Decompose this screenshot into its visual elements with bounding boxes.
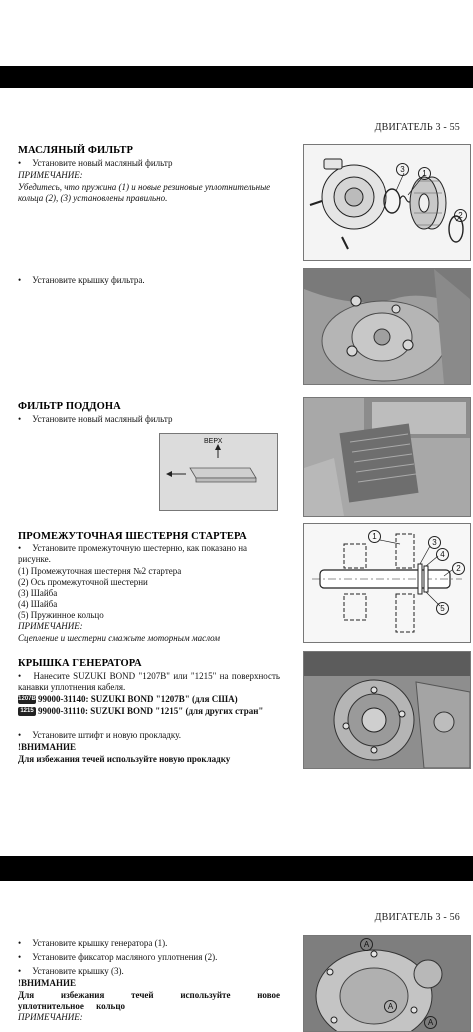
callout-3: 3 [428, 536, 441, 549]
section-title-oil-filter: МАСЛЯНЫЙ ФИЛЬТР [18, 145, 134, 156]
sump-filter-diagram [159, 433, 278, 511]
page2-bullet-1 [18, 938, 288, 949]
oil-filter-bullet [18, 158, 293, 169]
generator-photo [303, 651, 471, 769]
page-header-2: ДВИГАТЕЛЬ 3 - 56 [374, 912, 460, 923]
oil-filter-note-label: ПРИМЕЧАНИЕ: [18, 170, 83, 180]
starter-gear-diagram [303, 523, 471, 643]
page2-bullet-2-text: Установите фиксатор масляного уплотнения (2). [32, 952, 218, 962]
page2-bullet-1-text: Установите крышку генератора (1). [32, 938, 168, 948]
filter-cover-photo [303, 268, 471, 385]
section-title-starter-gear: ПРОМЕЖУТОЧНАЯ ШЕСТЕРНЯ СТАРТЕРА [18, 531, 247, 542]
starter-gear-item-1: (1) Промежуточная шестерня №2 стартера [18, 566, 182, 576]
generator-bullet-1-text: Нанесите SUZUKI BOND "1207B" или "1215" на поверхность канавки уплотнения кабеля. [18, 671, 281, 692]
bond-1207b-line [18, 694, 280, 705]
oil-filter-diagram [303, 144, 471, 261]
starter-gear-bullet [18, 543, 280, 565]
bond-tube-icon: 1207B [18, 696, 36, 703]
page2-bullet-3 [18, 966, 288, 977]
callout-1: 1 [418, 167, 431, 180]
generator-bullet-2-text: Установите штифт и новую прокладку. [32, 730, 181, 740]
starter-gear-note-text: Сцепление и шестерни смажьте моторным маслом [18, 633, 220, 643]
section-title-sump-filter: ФИЛЬТР ПОДДОНА [18, 401, 121, 412]
callout-3: 3 [396, 163, 409, 176]
page2-bullet-2 [18, 952, 288, 963]
generator-warning-label: !ВНИМАНИЕ [18, 742, 76, 752]
filter-cover-bullet [18, 275, 293, 286]
bond-1215-text: 99000-31110: SUZUKI BOND "1215" (для других стран" [38, 706, 264, 716]
sump-filter-bullet [18, 414, 293, 425]
callout-2: 2 [452, 562, 465, 575]
sump-filter-bullet-text: Установите новый масляный фильтр [32, 414, 173, 424]
page2-warning-label: !ВНИМАНИЕ [18, 978, 76, 988]
starter-gear-item-2: (2) Ось промежуточной шестерни [18, 577, 148, 587]
page2-bullet-3-text: Установите крышку (3). [32, 966, 124, 976]
callout-a: A [360, 938, 373, 951]
generator-warning-text: Для избежания течей используйте новую прокладку [18, 754, 231, 764]
sump-filter-photo [303, 397, 471, 517]
starter-gear-item-4: (4) Шайба [18, 599, 58, 609]
oil-filter-bullet-text: Установите новый масляный фильтр [32, 158, 173, 168]
starter-gear-note-label: ПРИМЕЧАНИЕ: [18, 621, 83, 631]
filter-cover-bullet-text: Установите крышку фильтра. [32, 275, 145, 285]
bond-tube-icon: 1215 [18, 707, 36, 716]
callout-2: 2 [454, 209, 467, 222]
middle-white-strip [0, 820, 473, 856]
page2-warning-text: Для избежания течей используйте новое уплотнительное кольцо [18, 990, 280, 1011]
callout-a: A [424, 1016, 437, 1029]
oil-filter-note-text: Убедитесь, что пружина (1) и новые резиновые уплотнительные кольца (2), (3) установлены правильно. [18, 182, 271, 203]
section-title-generator-cover: КРЫШКА ГЕНЕРАТОРА [18, 658, 142, 669]
starter-gear-item-5: (5) Пружинное кольцо [18, 610, 104, 620]
bond-1207b-text: 99000-31140: SUZUKI BOND "1207B" (для США) [38, 694, 238, 704]
up-label: ВЕРХ [204, 438, 223, 445]
callout-5: 5 [436, 602, 449, 615]
starter-gear-bullet-text: Установите промежуточную шестерню, как показано на рисунке. [18, 543, 248, 564]
generator-cover-photo [303, 935, 471, 1032]
top-white-strip [0, 0, 473, 66]
middle-black-band [0, 856, 473, 881]
generator-bullet-2 [18, 730, 280, 741]
callout-a: A [384, 1000, 397, 1013]
callout-4: 4 [436, 548, 449, 561]
page-header: ДВИГАТЕЛЬ 3 - 55 [374, 122, 460, 133]
starter-gear-item-3: (3) Шайба [18, 588, 58, 598]
callout-1: 1 [368, 530, 381, 543]
bond-1215-line [18, 706, 280, 717]
generator-bullet-1 [18, 671, 280, 693]
page2-note-label: ПРИМЕЧАНИЕ: [18, 1012, 83, 1022]
